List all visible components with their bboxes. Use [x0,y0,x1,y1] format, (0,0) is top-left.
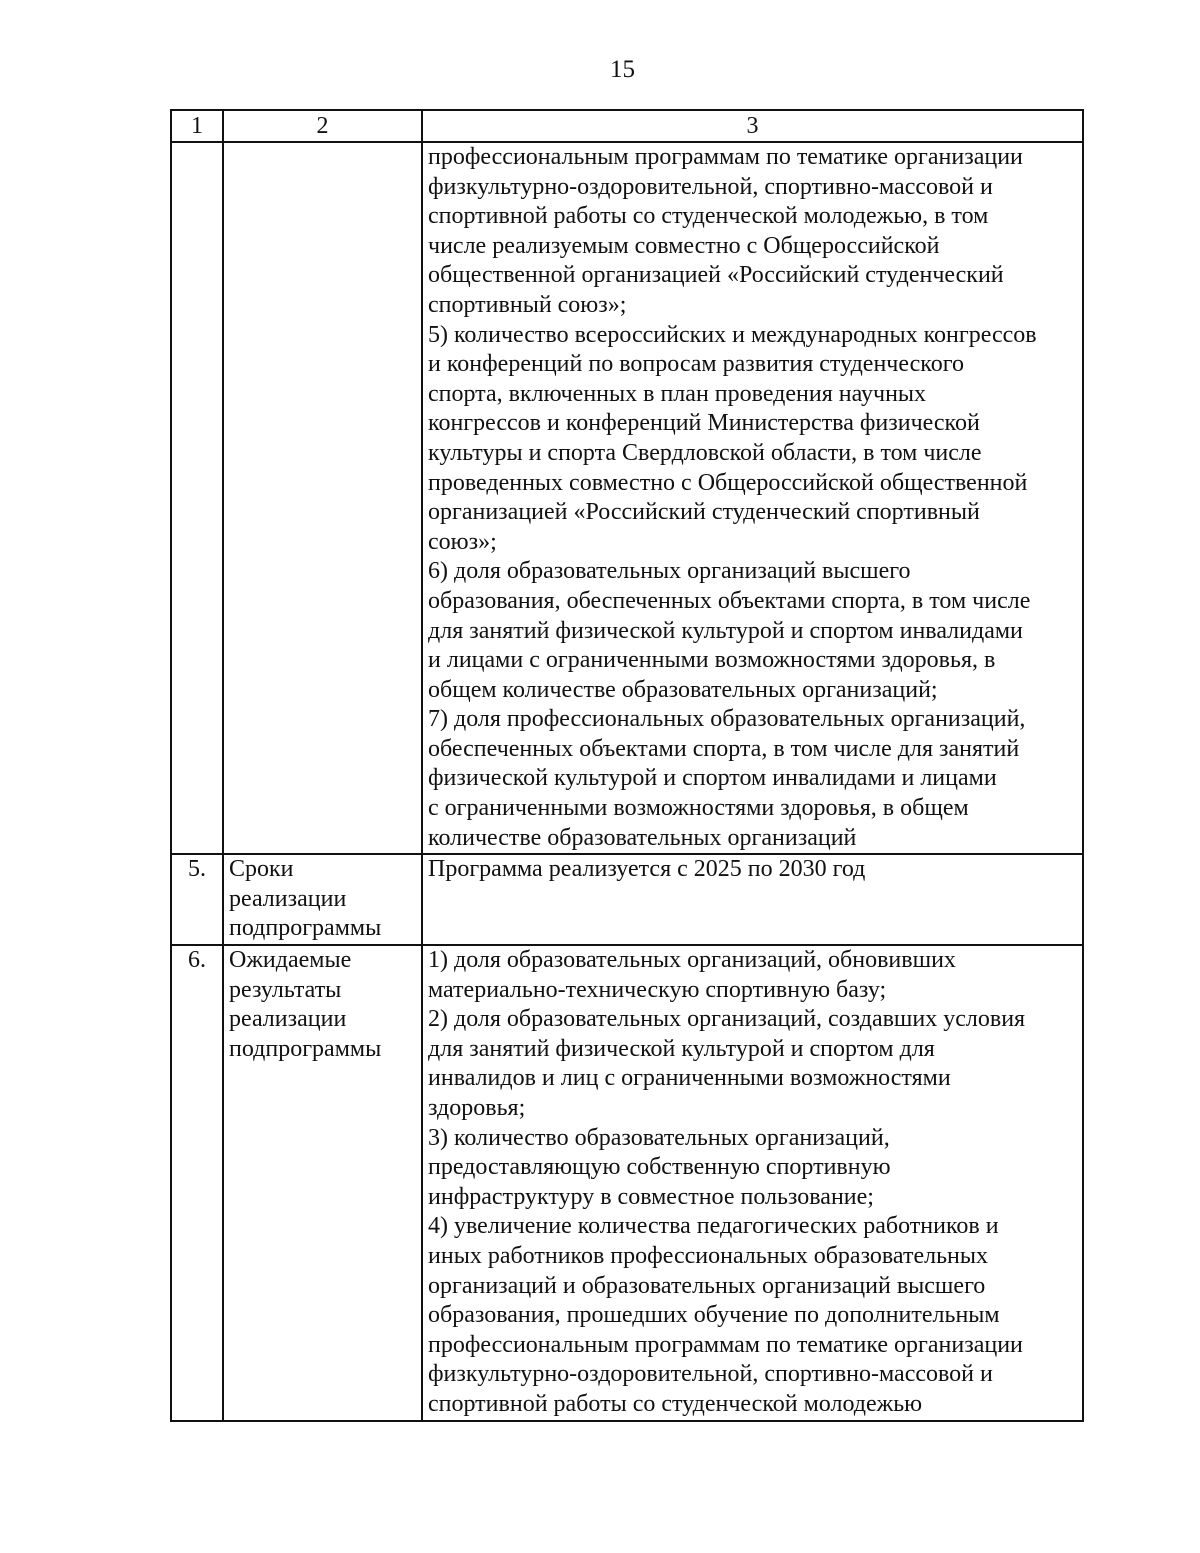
row-content-line: для занятий физической культурой и спортом для [428,1035,935,1062]
row-content-line: спортивный союз»; [428,291,627,318]
table-row [171,854,1083,945]
row-content-cell [422,142,1083,854]
row-content-line: образования, обеспеченных объектами спорта, в том числе [428,587,1031,614]
row-content-line: 1) доля образовательных организаций, обновивших [428,947,956,974]
row-content-line: 4) увеличение количества педагогических работников и [428,1213,999,1240]
row-content-line: образования, прошедших обучение по дополнительным [428,1302,1000,1329]
row-content-line: Программа реализуется с 2025 по 2030 год [428,856,866,883]
row-name-cell [223,142,422,854]
row-content-cell [422,854,1083,945]
header-cell-3: 3 [422,110,1083,142]
row-name-line: результаты [229,976,342,1003]
table-row [171,945,1083,1421]
row-content-line: 7) доля профессиональных образовательных организаций, [428,706,1026,733]
row-number-cell: 5. [171,854,223,945]
row-content-line: спортивной работы со студенческой молодежью [428,1390,923,1417]
row-content-line: материально-техническую спортивную базу; [428,976,887,1003]
row-content-line: профессиональным программам по тематике организации [428,1331,1023,1358]
row-content-line: иных работников профессиональных образовательных [428,1242,988,1269]
row-name-line: Ожидаемые [229,947,352,974]
row-content-line: здоровья; [428,1095,526,1121]
row-content-line: физической культурой и спортом инвалидами и лицами [428,765,997,792]
row-name-line: реализации [229,885,347,912]
row-number-cell [171,142,223,854]
row-name-line: Сроки [229,856,294,883]
row-content-line: спортивной работы со студенческой молодежью, в том [428,203,989,230]
row-content-line: физкультурно-оздоровительной, спортивно-массовой и [428,1361,993,1388]
row-content-line: и конференций по вопросам развития студенческого [428,351,964,378]
row-content-line: и лицами с ограниченными возможностями здоровья, в [428,647,996,674]
row-content-line: 6) доля образовательных организаций высшего [428,558,911,585]
row-content-line: 5) количество всероссийских и международных конгрессов [428,321,1037,348]
row-content-line: культуры и спорта Свердловской области, в том числе [428,439,982,466]
page-number: 15 [610,56,635,83]
subprogram-passport-table [170,109,1084,1422]
row-content-line: количестве образовательных организаций [428,824,857,851]
row-content-line: проведенных совместно с Общероссийской общественной [428,469,1028,496]
row-content-line: союз»; [428,528,497,555]
row-content-line: спорта, включенных в план проведения научных [428,380,927,407]
table-header-row [171,110,1083,142]
row-content-line: инфраструктуру в совместное пользование; [428,1183,874,1210]
row-content-line: профессиональным программам по тематике организации [428,144,1023,170]
row-content-line: общем количестве образовательных организаций; [428,676,938,703]
row-name-cell [223,854,422,945]
row-content-line: инвалидов и лиц с ограниченными возможностями [428,1065,951,1092]
row-name-line: подпрограммы [229,915,382,942]
row-content-line: общественной организацией «Российский студенческий [428,262,1004,289]
row-content-line: 2) доля образовательных организаций, создавших условия [428,1006,1026,1033]
row-content-line: конгрессов и конференций Министерства физической [428,410,980,437]
row-name-line: подпрограммы [229,1035,382,1062]
row-content-line: для занятий физической культурой и спортом инвалидами [428,617,1023,644]
row-content-line: предоставляющую собственную спортивную [428,1154,891,1181]
row-content-line: 3) количество образовательных организаций, [428,1124,890,1151]
row-content-line: организацией «Российский студенческий спортивный [428,499,980,526]
table-row [171,142,1083,854]
row-content-line: обеспеченных объектами спорта, в том числе для занятий [428,735,1020,762]
row-number-cell: 6. [171,945,223,1421]
row-content-line: с ограниченными возможностями здоровья, в общем [428,795,969,822]
row-content-line: физкультурно-оздоровительной, спортивно-массовой и [428,173,993,200]
row-name-cell [223,945,422,1421]
header-cell-2: 2 [223,110,422,142]
row-content-line: числе реализуемым совместно с Общероссийской [428,232,940,259]
header-cell-1: 1 [171,110,223,142]
row-content-line: организаций и образовательных организаций высшего [428,1272,986,1299]
row-content-cell [422,945,1083,1421]
row-name-line: реализации [229,1006,347,1033]
